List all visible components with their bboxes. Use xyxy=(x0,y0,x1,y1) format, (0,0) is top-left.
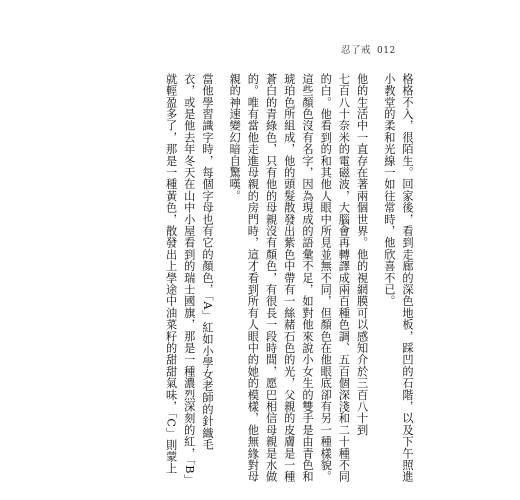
text-line: 就輕盈多了，那是一種黃色，散發出上學途中油菜籽的甜甜氣味，「C」則蒙上 xyxy=(164,73,178,475)
paragraph-2 xyxy=(225,73,371,483)
running-header xyxy=(341,42,396,56)
text-line: 衣，或是他去年冬天在山中小屋看到的瑞士國旗，那是一種濃烈深刻的紅，「B」 xyxy=(182,73,196,486)
text-line: 的白。他看到的和其他人眼中所見並無不同，但顏色在他眼底卻有另一種樣貌。 xyxy=(319,73,333,483)
text-line: 琥珀色所組成，他的頭髮散發出紫色中帶有一絲赭石色的光，父親的皮膚是一種 xyxy=(282,73,296,483)
text-line: 這些顏色沒有名字，因為現成的語彙不足，如對他來說小女生的雙手是由青色和 xyxy=(300,73,314,483)
body-text xyxy=(161,73,416,486)
paragraph-1 xyxy=(380,73,416,483)
text-line: 格格不入，很陌生。回家後，看到走廊的深色地板，踩凹的石階，以及下午照進 xyxy=(401,73,414,483)
running-title: 忍了戒 xyxy=(341,45,372,56)
text-line: 親的神速變幻暗自驚嘆。 xyxy=(228,73,242,202)
text-line: 的。唯有當他走進母親的房門時，這才看到所有人眼中的她的模樣，他無緣對母 xyxy=(246,73,260,483)
text-line: 七百八十奈米的電磁波，大腦會再轉譯成兩百種色調、五百個深淺和二十種不同 xyxy=(337,73,351,483)
text-line: 小教堂的柔和光線一如往常時，他欣喜不已。 xyxy=(382,73,396,307)
text-line: 他的生活中一直存在著兩個世界。他的視網膜可以感知介於三百八十到 xyxy=(355,73,369,436)
text-line: 當他學習識字時，每個字母也有它的顏色，「A」紅如小學女老師的針織毛 xyxy=(200,73,214,451)
text-line: 蒼白的青綠色，只有他的母親沒有顏色，有很長一段時間，愿巴相信母親是水做 xyxy=(264,73,278,483)
paragraph-gap xyxy=(371,73,380,433)
page-number: 012 xyxy=(377,46,396,56)
paragraph-3 xyxy=(161,73,216,486)
paragraph-gap xyxy=(216,73,225,433)
